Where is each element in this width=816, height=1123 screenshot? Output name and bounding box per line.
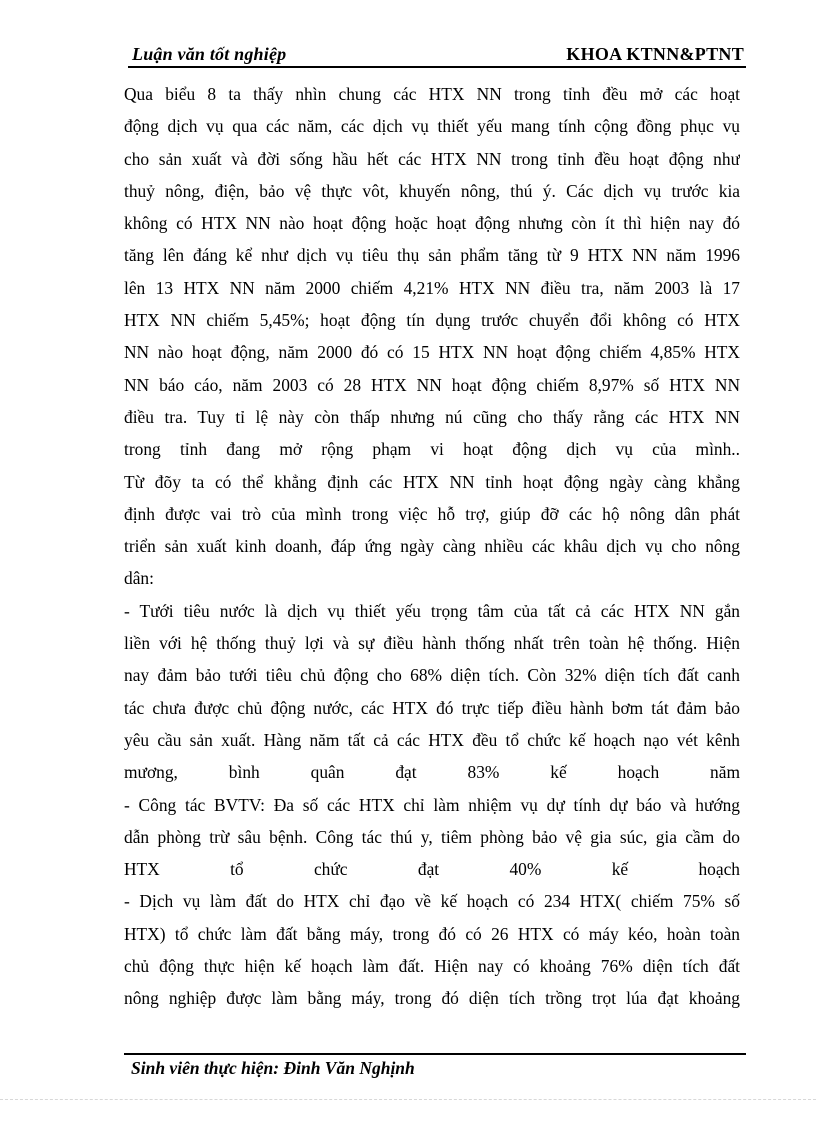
text-line: mương, bình quân đạt 83% kế hoạch năm — [124, 762, 740, 783]
text-line: điều tra. Tuy tỉ lệ này còn thấp nhưng nú cũng cho thấy rằng các HTX NN — [124, 406, 740, 427]
text-line: yêu cầu sản xuất. Hàng năm tất cả các HTX đều tổ chức kế hoạch nạo vét kênh — [124, 729, 740, 750]
faculty-name: KHOA KTNN&PTNT — [566, 44, 744, 64]
page-header — [128, 44, 746, 68]
text-line: Qua biểu 8 ta thấy nhìn chung các HTX NN trong tỉnh đều mở các hoạt — [124, 84, 740, 104]
page-boundary — [0, 1099, 816, 1100]
body-text — [124, 80, 740, 1017]
text-line: HTX tổ chức đạt 40% kế hoạch — [124, 859, 740, 880]
text-line: nay đảm bảo tưới tiêu chủ động cho 68% diện tích. Còn 32% diện tích đất canh — [124, 665, 740, 686]
text-line: động dịch vụ qua các năm, các dịch vụ thiết yếu mang tính cộng đồng phục vụ — [124, 116, 740, 137]
text-line: triển sản xuất kinh doanh, đáp ứng ngày càng nhiều các khâu dịch vụ cho nông — [124, 536, 740, 557]
text-line: tăng lên đáng kể như dịch vụ tiêu thụ sản phẩm tăng từ 9 HTX NN năm 1996 — [124, 245, 740, 266]
text-line: cho sản xuất và đời sống hầu hết các HTX NN trong tỉnh đều hoạt động như — [124, 148, 740, 169]
text-line: HTX) tổ chức làm đất bằng máy, trong đó có 26 HTX có máy kéo, hoàn toàn — [124, 923, 740, 944]
text-line: NN nào hoạt động, năm 2000 đó có 15 HTX NN hoạt động chiếm 4,85% HTX — [124, 342, 740, 363]
thesis-title: Luận văn tốt nghiệp — [132, 44, 287, 64]
author-credit: Sinh viên thực hiện: Đinh Văn Nghịnh — [131, 1058, 415, 1078]
text-line: - Dịch vụ làm đất do HTX chỉ đạo về kế hoạch có 234 HTX( chiếm 75% số — [124, 891, 740, 912]
text-line: - Công tác BVTV: Đa số các HTX chỉ làm nhiệm vụ dự tính dự báo và hướng — [124, 794, 740, 815]
text-line: HTX NN chiếm 5,45%; hoạt động tín dụng trước chuyển đổi không có HTX — [124, 310, 740, 331]
text-line: định được vai trò của mình trong việc hỗ trợ, giúp đỡ các hộ nông dân phát — [124, 503, 740, 524]
text-line: nông nghiệp được làm bằng máy, trong đó diện tích trồng trọt lúa đạt khoảng — [124, 988, 740, 1009]
text-line: liền với hệ thống thuỷ lợi và sự điều hành thống nhất trên toàn hệ thống. Hiện — [124, 633, 740, 654]
text-line: Từ đõy ta có thể khẳng định các HTX NN tỉnh hoạt động ngày càng khẳng — [124, 471, 740, 492]
text-line: dân: — [124, 568, 154, 589]
text-line: dẫn phòng trừ sâu bệnh. Công tác thú y, tiêm phòng bảo vệ gia súc, gia cầm do — [124, 826, 740, 847]
footer-divider — [124, 1053, 746, 1055]
text-line: không có HTX NN nào hoạt động hoặc hoạt động nhưng còn ít thì hiện nay đó — [124, 213, 740, 234]
text-line: lên 13 HTX NN năm 2000 chiếm 4,21% HTX NN điều tra, năm 2003 là 17 — [124, 277, 740, 298]
text-line: thuỷ nông, điện, bảo vệ thực vôt, khuyến nông, thú ý. Các dịch vụ trước kia — [124, 180, 740, 201]
text-line: - Tưới tiêu nước là dịch vụ thiết yếu trọng tâm của tất cả các HTX NN gắn — [124, 600, 740, 621]
text-line: trong tỉnh đang mở rộng phạm vi hoạt động dịch vụ của mình.. — [124, 439, 740, 460]
text-line: NN báo cáo, năm 2003 có 28 HTX NN hoạt động chiếm 8,97% số HTX NN — [124, 374, 740, 395]
text-line: tác chưa được chủ động nước, các HTX đó trực tiếp điều hành bơm tát đảm bảo — [124, 697, 740, 718]
text-line: chủ động thực hiện kế hoạch làm đất. Hiện nay có khoảng 76% diện tích đất — [124, 956, 740, 977]
